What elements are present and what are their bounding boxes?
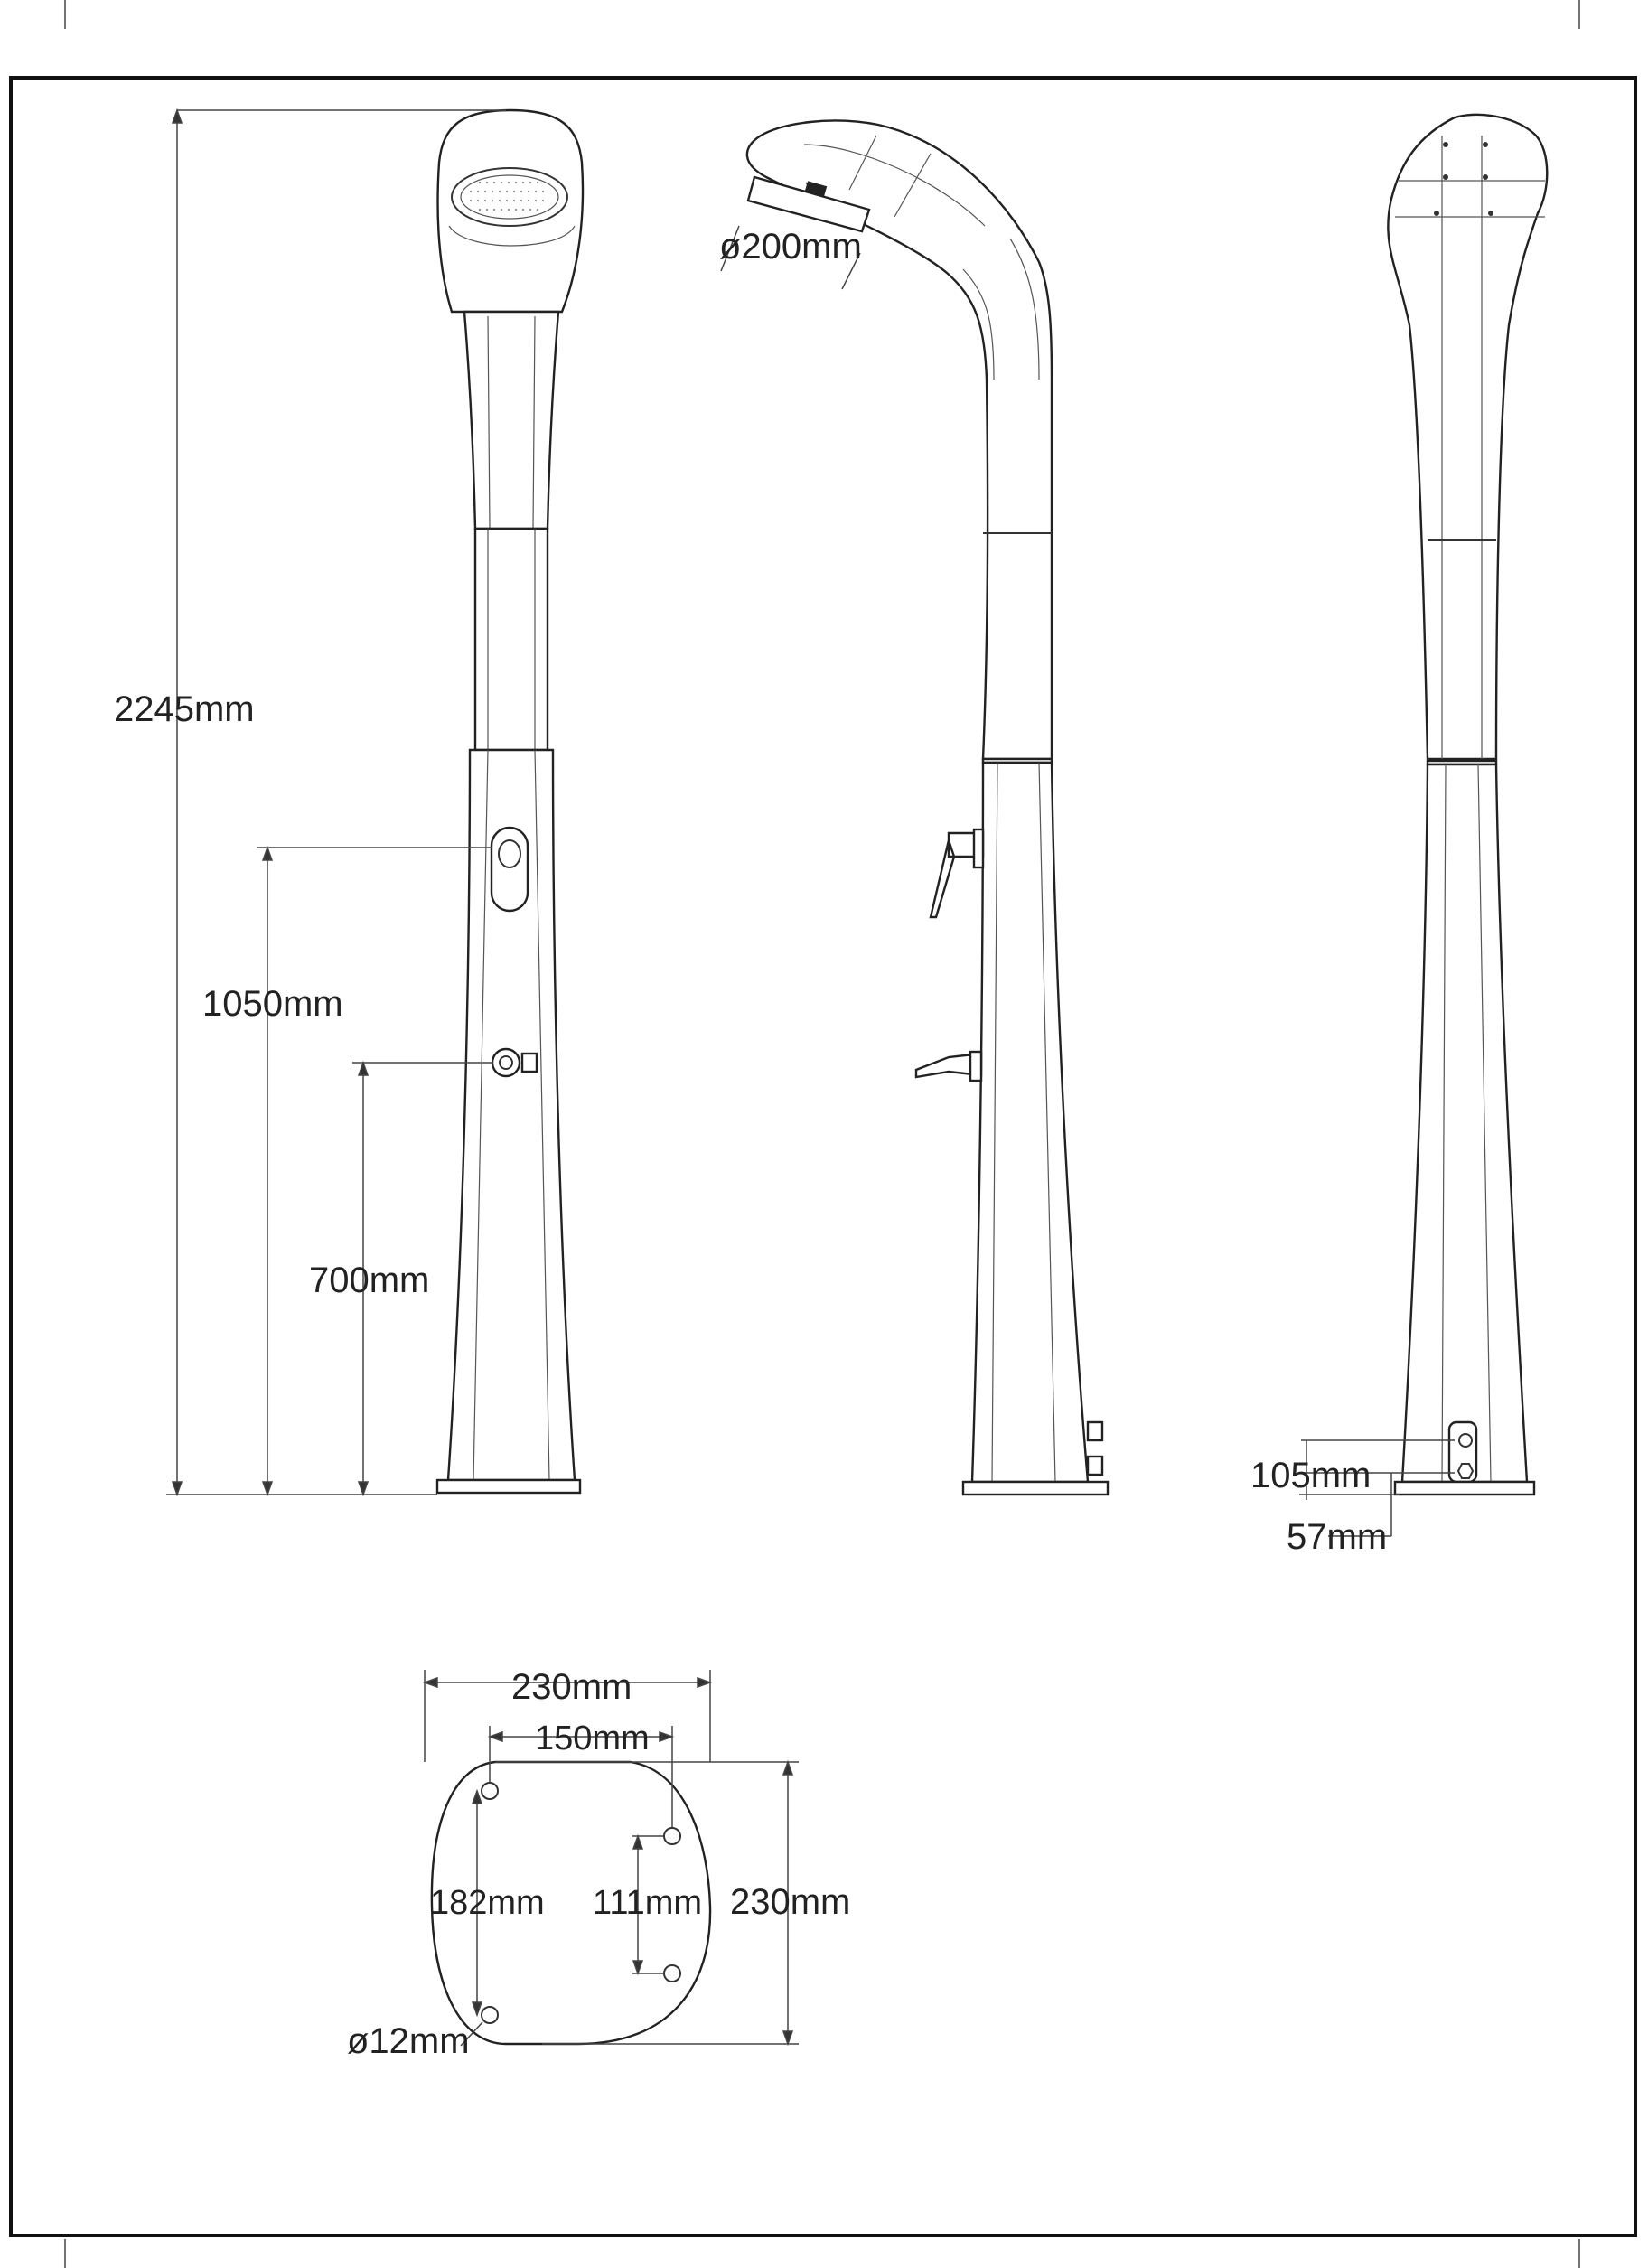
label-foot-tap-height: 700mm: [309, 1261, 430, 1300]
label-inlet-upper-height: 105mm: [1250, 1456, 1372, 1495]
label-base-width: 230mm: [511, 1667, 632, 1707]
label-total-height: 2245mm: [114, 689, 255, 729]
label-hole-diameter: ø12mm: [347, 2021, 470, 2061]
rear-view: [1388, 115, 1547, 1495]
front-base-plate: [437, 1480, 580, 1493]
label-hole-spacing-x: 150mm: [535, 1720, 650, 1757]
side-view: [747, 121, 1108, 1495]
label-inlet-lower-height: 57mm: [1287, 1517, 1388, 1557]
rear-base-plate: [1395, 1482, 1534, 1495]
label-hole-spacing-right: 111mm: [593, 1884, 703, 1922]
crop-marks: [65, 0, 1579, 2268]
label-hole-spacing-left: 182mm: [430, 1884, 545, 1922]
label-mixer-height: 1050mm: [202, 984, 343, 1024]
label-head-diameter: ø200mm: [719, 227, 862, 267]
front-foot-tap: [492, 1049, 520, 1076]
side-base-plate: [963, 1482, 1108, 1495]
label-base-depth: 230mm: [730, 1882, 851, 1922]
front-view: [437, 110, 583, 1493]
